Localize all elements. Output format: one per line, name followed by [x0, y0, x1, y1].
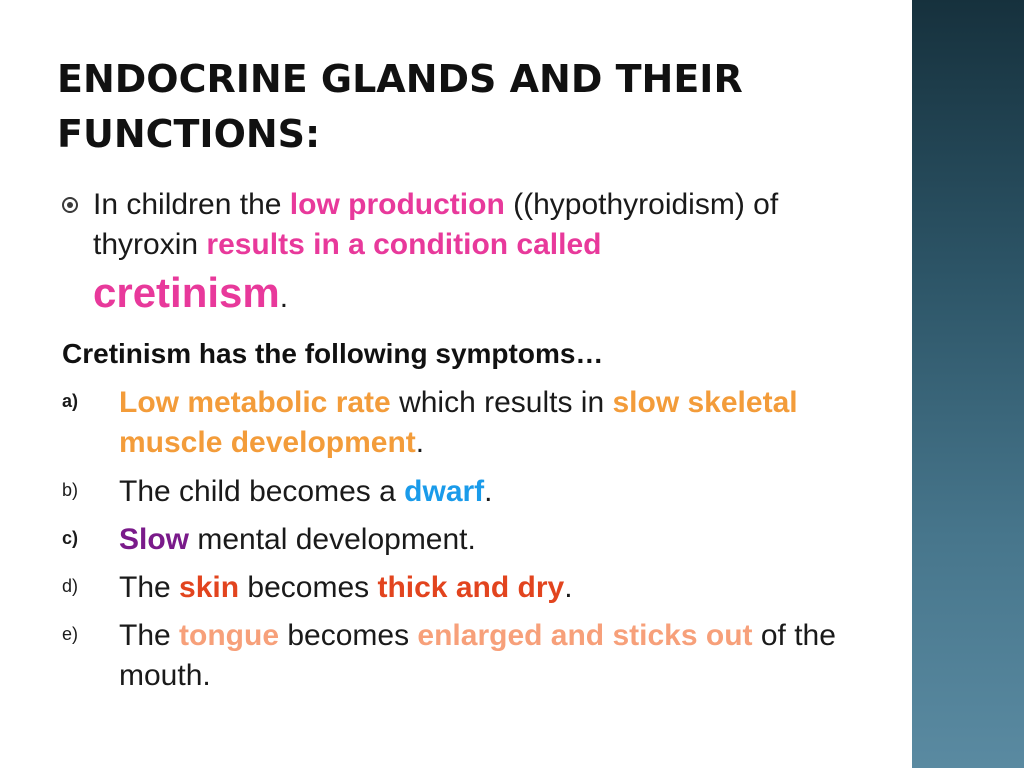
highlight-low-metabolic-rate: Low metabolic rate: [119, 386, 391, 419]
item-marker-d: d): [62, 576, 79, 596]
item-d-plain-1: The: [119, 571, 180, 604]
radio-bullet-icon: [62, 197, 78, 213]
highlight-tongue: tongue: [179, 619, 280, 652]
item-text-c: [119, 520, 859, 560]
highlight-results-in: results in a condition called: [206, 228, 602, 261]
item-marker-e: e): [62, 624, 79, 644]
highlight-skin: skin: [179, 571, 240, 604]
highlight-dwarf: dwarf: [404, 475, 485, 508]
item-d-plain-2: becomes: [239, 571, 378, 604]
item-marker-b: b): [62, 480, 79, 500]
item-c-plain: mental development.: [189, 523, 476, 556]
bullet-text-plain-1: In children the: [93, 188, 290, 221]
highlight-slow: Slow: [119, 523, 190, 556]
item-marker-a: a): [62, 391, 79, 411]
item-b-period: .: [484, 475, 493, 508]
item-text-d: [119, 568, 859, 608]
item-e-plain-2: becomes: [279, 619, 418, 652]
item-e-plain-3: of the mouth.: [119, 619, 836, 692]
item-text-e: [119, 616, 859, 696]
item-d-period: .: [564, 571, 573, 604]
symptoms-heading: Cretinism has the following symptoms…: [62, 338, 604, 369]
title-line-2: FUNCTIONS:: [57, 112, 321, 156]
decorative-side-band: [912, 0, 1024, 768]
bullet-text: [93, 185, 853, 321]
item-marker-c: c): [62, 528, 79, 548]
highlight-cretinism: cretinism: [93, 269, 280, 316]
highlight-slow-skeletal: slow skeletal muscle development: [119, 386, 798, 459]
item-text-a: [119, 383, 859, 463]
item-b-plain: The child becomes a: [119, 475, 405, 508]
item-a-plain: which results in: [390, 386, 613, 419]
title-line-1: ENDOCRINE GLANDS AND THEIR: [57, 57, 743, 101]
highlight-enlarged: enlarged and sticks out: [417, 619, 753, 652]
highlight-low-production: low production: [289, 188, 505, 221]
bullet-text-plain-2: ((hypothyroidism) of thyroxin: [93, 188, 779, 261]
item-e-plain-1: The: [119, 619, 180, 652]
highlight-thick-and-dry: thick and dry: [377, 571, 565, 604]
bullet-period: .: [279, 281, 289, 314]
item-a-period: .: [415, 426, 425, 459]
item-text-b: [119, 472, 859, 512]
slide-title: [57, 52, 877, 162]
